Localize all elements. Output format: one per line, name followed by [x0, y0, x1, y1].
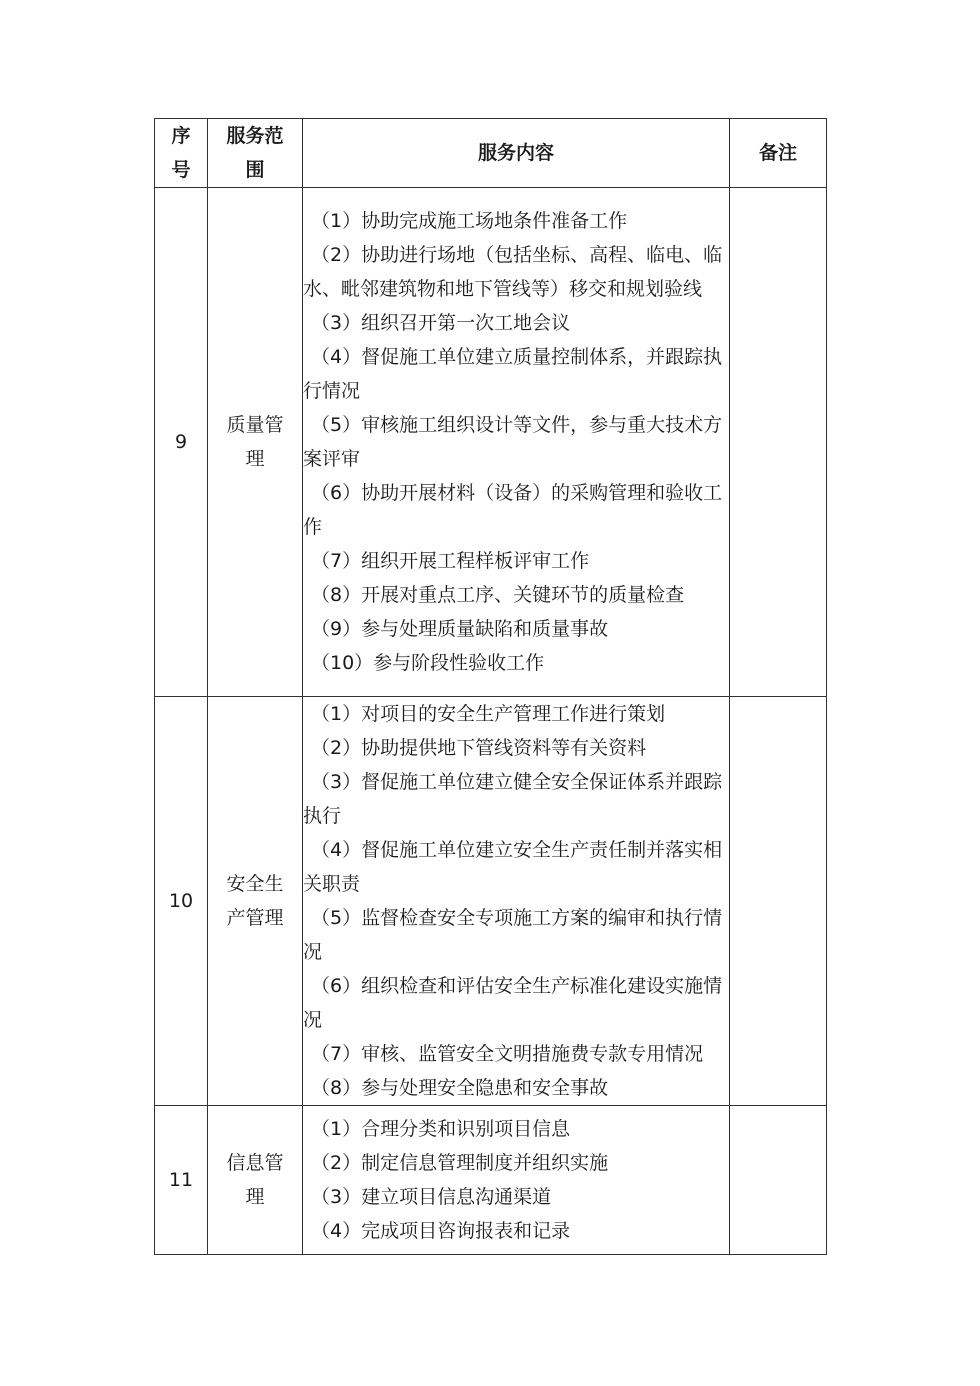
content-item: （4）完成项目咨询报表和记录 [311, 1220, 571, 1242]
content-item: （2）制定信息管理制度并组织实施 [311, 1152, 609, 1174]
row-num: 11 [155, 1106, 208, 1255]
row-scope-label: 信息管理 [226, 1152, 284, 1208]
content-item: （5）监督检查安全专项施工方案的编审和执行情况 [303, 907, 723, 963]
row-remark [730, 188, 827, 697]
content-item: （2）协助提供地下管线资料等有关资料 [311, 737, 647, 759]
content-item: （7）审核、监管安全文明措施费专款专用情况 [311, 1043, 704, 1065]
header-num-label: 序号 [171, 125, 191, 181]
content-item: （1）协助完成施工场地条件准备工作 [311, 210, 628, 232]
table-row [155, 697, 827, 1106]
header-scope [208, 119, 303, 188]
content-item: （10）参与阶段性验收工作 [311, 652, 545, 674]
table-header [155, 119, 827, 188]
row-scope-label: 质量管理 [226, 414, 284, 470]
row-num: 10 [155, 697, 208, 1106]
row-scope [208, 188, 303, 697]
header-scope-label: 服务范围 [226, 125, 284, 181]
content-item: （8）参与处理安全隐患和安全事故 [311, 1077, 609, 1099]
content-item: （6）协助开展材料（设备）的采购管理和验收工作 [303, 482, 723, 538]
header-content-label: 服务内容 [477, 142, 554, 164]
content-item: （1）合理分类和识别项目信息 [311, 1118, 571, 1140]
content-item: （9）参与处理质量缺陷和质量事故 [311, 618, 609, 640]
row-content [303, 188, 730, 697]
content-item: （3）建立项目信息沟通渠道 [311, 1186, 552, 1208]
table-row [155, 1106, 827, 1255]
service-table [154, 118, 827, 1255]
content-item: （6）组织检查和评估安全生产标准化建设实施情况 [303, 975, 723, 1031]
header-remark-label: 备注 [758, 142, 797, 164]
header-content [303, 119, 730, 188]
content-item: （3）督促施工单位建立健全安全保证体系并跟踪执行 [303, 771, 723, 827]
row-scope-label: 安全生产管理 [226, 873, 284, 929]
table-row [155, 188, 827, 697]
header-num [155, 119, 208, 188]
row-content [303, 1106, 730, 1255]
content-item: （5）审核施工组织设计等文件，参与重大技术方案评审 [303, 414, 723, 470]
row-remark [730, 1106, 827, 1255]
content-item: （7）组织开展工程样板评审工作 [311, 550, 590, 572]
row-content [303, 697, 730, 1106]
content-item: （4）督促施工单位建立安全生产责任制并落实相关职责 [303, 839, 723, 895]
content-item: （8）开展对重点工序、关键环节的质量检查 [311, 584, 685, 606]
header-row [155, 119, 827, 188]
row-num: 9 [155, 188, 208, 697]
row-scope [208, 697, 303, 1106]
content-item: （2）协助进行场地（包括坐标、高程、临电、临水、毗邻建筑物和地下管线等）移交和规划验线 [303, 244, 723, 300]
table-body [155, 188, 827, 1255]
content-item: （1）对项目的安全生产管理工作进行策划 [311, 703, 666, 725]
header-remark [730, 119, 827, 188]
row-scope [208, 1106, 303, 1255]
row-remark [730, 697, 827, 1106]
content-item: （3）组织召开第一次工地会议 [311, 312, 571, 334]
content-item: （4）督促施工单位建立质量控制体系，并跟踪执行情况 [303, 346, 723, 402]
